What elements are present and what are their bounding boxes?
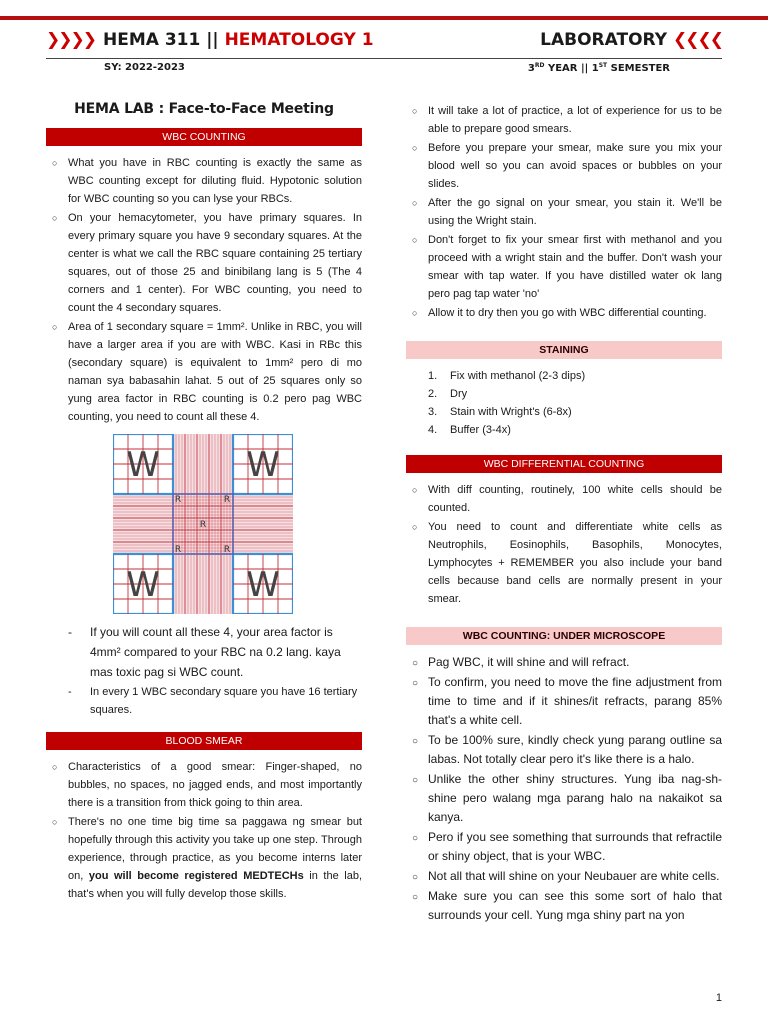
header-section — [540, 26, 722, 54]
rbc-square-label: R — [174, 495, 182, 505]
chevrons-right-icon: ❯❯❯❯ — [46, 30, 95, 50]
list-item: ○ Allow it to dry then you go with WBC differential counting. — [406, 304, 722, 322]
header-course — [46, 26, 374, 54]
rbc-square-label: R — [174, 545, 182, 555]
emphasis-text: you will become registered MEDTECHs — [88, 870, 304, 882]
section-heading-wbc-counting: WBC COUNTING — [46, 128, 362, 146]
list-item: 3. Stain with Wright's (6-8x) — [428, 406, 572, 418]
differential-list — [406, 481, 722, 608]
list-item: - If you will count all these 4, your area factor is 4mm² compared to your RBC na 0.2 lang. kaya mas toxic pag si WBC count. — [64, 622, 362, 682]
rbc-square-label: R — [199, 520, 207, 530]
list-item: ○ With diff counting, routinely, 100 white cells should be counted. — [406, 481, 722, 517]
hemacytometer-grid-figure — [113, 434, 293, 614]
list-item: ○ Before you prepare your smear, make sure you mix your blood well so you can avoid spaces or bubbles on your slides. — [406, 139, 722, 193]
list-item: ○ It will take a lot of practice, a lot of experience for us to be able to prepare good smears. — [406, 102, 722, 138]
list-item: - In every 1 WBC secondary square you have 16 tertiary squares. — [64, 683, 362, 719]
chevrons-left-icon: ❮❮❮❮ — [673, 30, 722, 50]
wbc-counting-list — [46, 154, 362, 426]
smear-notes-list — [406, 102, 722, 322]
section-heading-microscope: WBC COUNTING: UNDER MICROSCOPE — [406, 627, 722, 645]
section-heading-staining: STAINING — [406, 341, 722, 359]
list-item: ○ What you have in RBC counting is exactly the same as WBC counting except for diluting fluid. Hypotonic solution for WBC counting so you can lyse your RBCs. — [46, 154, 362, 208]
year-semester: 3RD YEAR || 1ST SEMESTER — [527, 62, 670, 74]
header-divider — [46, 58, 722, 59]
list-item: ○ You need to count and differentiate white cells as Neutrophils, Eosinophils, Basophils, Monocytes, Lymphocytes + REMEMBER you also include your band cells because band cells are normally present in your smear. — [406, 518, 722, 608]
wbc-square-label: W — [126, 445, 160, 485]
page-title: HEMA LAB : Face-to-Face Meeting — [74, 101, 334, 117]
section-heading-blood-smear: BLOOD SMEAR — [46, 732, 362, 750]
course-name: HEMATOLOGY 1 — [224, 30, 374, 50]
list-item: ○ After the go signal on your smear, you stain it. We'll be using the Wright stain. — [406, 194, 722, 230]
left-column — [46, 100, 362, 904]
list-item: ○ There's no one time big time sa paggawa ng smear but hopefully through this activity you take up one step. Through experience, through practice, as you become interns later on, you will become registered MEDTECHs in the lab, that's when you will fully develop those skills. — [46, 813, 362, 903]
section-label: LABORATORY — [540, 30, 668, 50]
wbc-square-label: W — [246, 445, 280, 485]
list-item: ○ Unlike the other shiny structures. Yung iba nag-sh-shine pero walang mga parang halo na nakaikot sa kanya. — [406, 770, 722, 827]
school-year: SY: 2022-2023 — [104, 62, 185, 73]
list-item: ○ Don't forget to fix your smear first with methanol and you proceed with a wright stain and the buffer. Don't wash your smear with tap water. If you have distilled water ok lang pero pag tap water 'no' — [406, 231, 722, 303]
list-item: ○ Make sure you can see this some sort of halo that surrounds your cell. Yung mga shiny part na yon — [406, 887, 722, 925]
header-rule — [0, 16, 768, 20]
list-item: ○ Characteristics of a good smear: Finger-shaped, no bubbles, no spaces, no jagged ends, and most importantly there is a transition from thick going to thin area. — [46, 758, 362, 812]
right-column — [406, 102, 722, 926]
course-code: HEMA 311 || — [102, 30, 219, 50]
wbc-square-label: W — [126, 565, 160, 605]
list-item: ○ Pag WBC, it will shine and will refract. — [406, 653, 722, 672]
list-item: ○ To be 100% sure, kindly check yung parang outline sa labas. Not totally clear pero it's like there is a halo. — [406, 731, 722, 769]
staining-steps — [428, 367, 722, 439]
wbc-square-label: W — [246, 565, 280, 605]
list-item: ○ Pero if you see something that surrounds that refractile or shiny object, that is your WBC. — [406, 828, 722, 866]
list-item: ○ Area of 1 secondary square = 1mm². Unlike in RBC, you will have a larger area if you are with WBC. Kasi in RBc this (secondary square) is equivalent to 1mm² pero di mo naman sya babasahin lahat. 5 out of 25 squares only so yung area factor in RBC counting is 0.2 pero pag WBC counting, you need to count all these 4. — [46, 318, 362, 426]
microscope-list — [406, 653, 722, 925]
hemacytometer-grid-svg — [113, 434, 293, 614]
rbc-square-label: R — [223, 545, 231, 555]
list-item: 2. Dry — [428, 388, 468, 400]
rbc-square-label: R — [223, 495, 231, 505]
list-item: ○ Not all that will shine on your Neubauer are white cells. — [406, 867, 722, 886]
page-number: 1 — [715, 992, 722, 1004]
area-factor-notes — [64, 622, 362, 719]
list-item: ○ To confirm, you need to move the fine adjustment from time to time and if it shines/it refracts, parang 85% that's a white cell. — [406, 673, 722, 730]
section-heading-differential: WBC DIFFERENTIAL COUNTING — [406, 455, 722, 473]
list-item: ○ On your hemacytometer, you have primary squares. In every primary square you have 9 secondary squares. At the center is what we call the RBC square containing 25 tertiary squares, out of those 25 and binibilang lang is 5 (The 4 corners and 1 center). For WBC counting, you need to count the 4 secondary squares. — [46, 209, 362, 317]
list-item: 4. Buffer (3-4x) — [428, 424, 511, 436]
blood-smear-list — [46, 758, 362, 903]
list-item: 1. Fix with methanol (2-3 dips) — [428, 370, 586, 382]
